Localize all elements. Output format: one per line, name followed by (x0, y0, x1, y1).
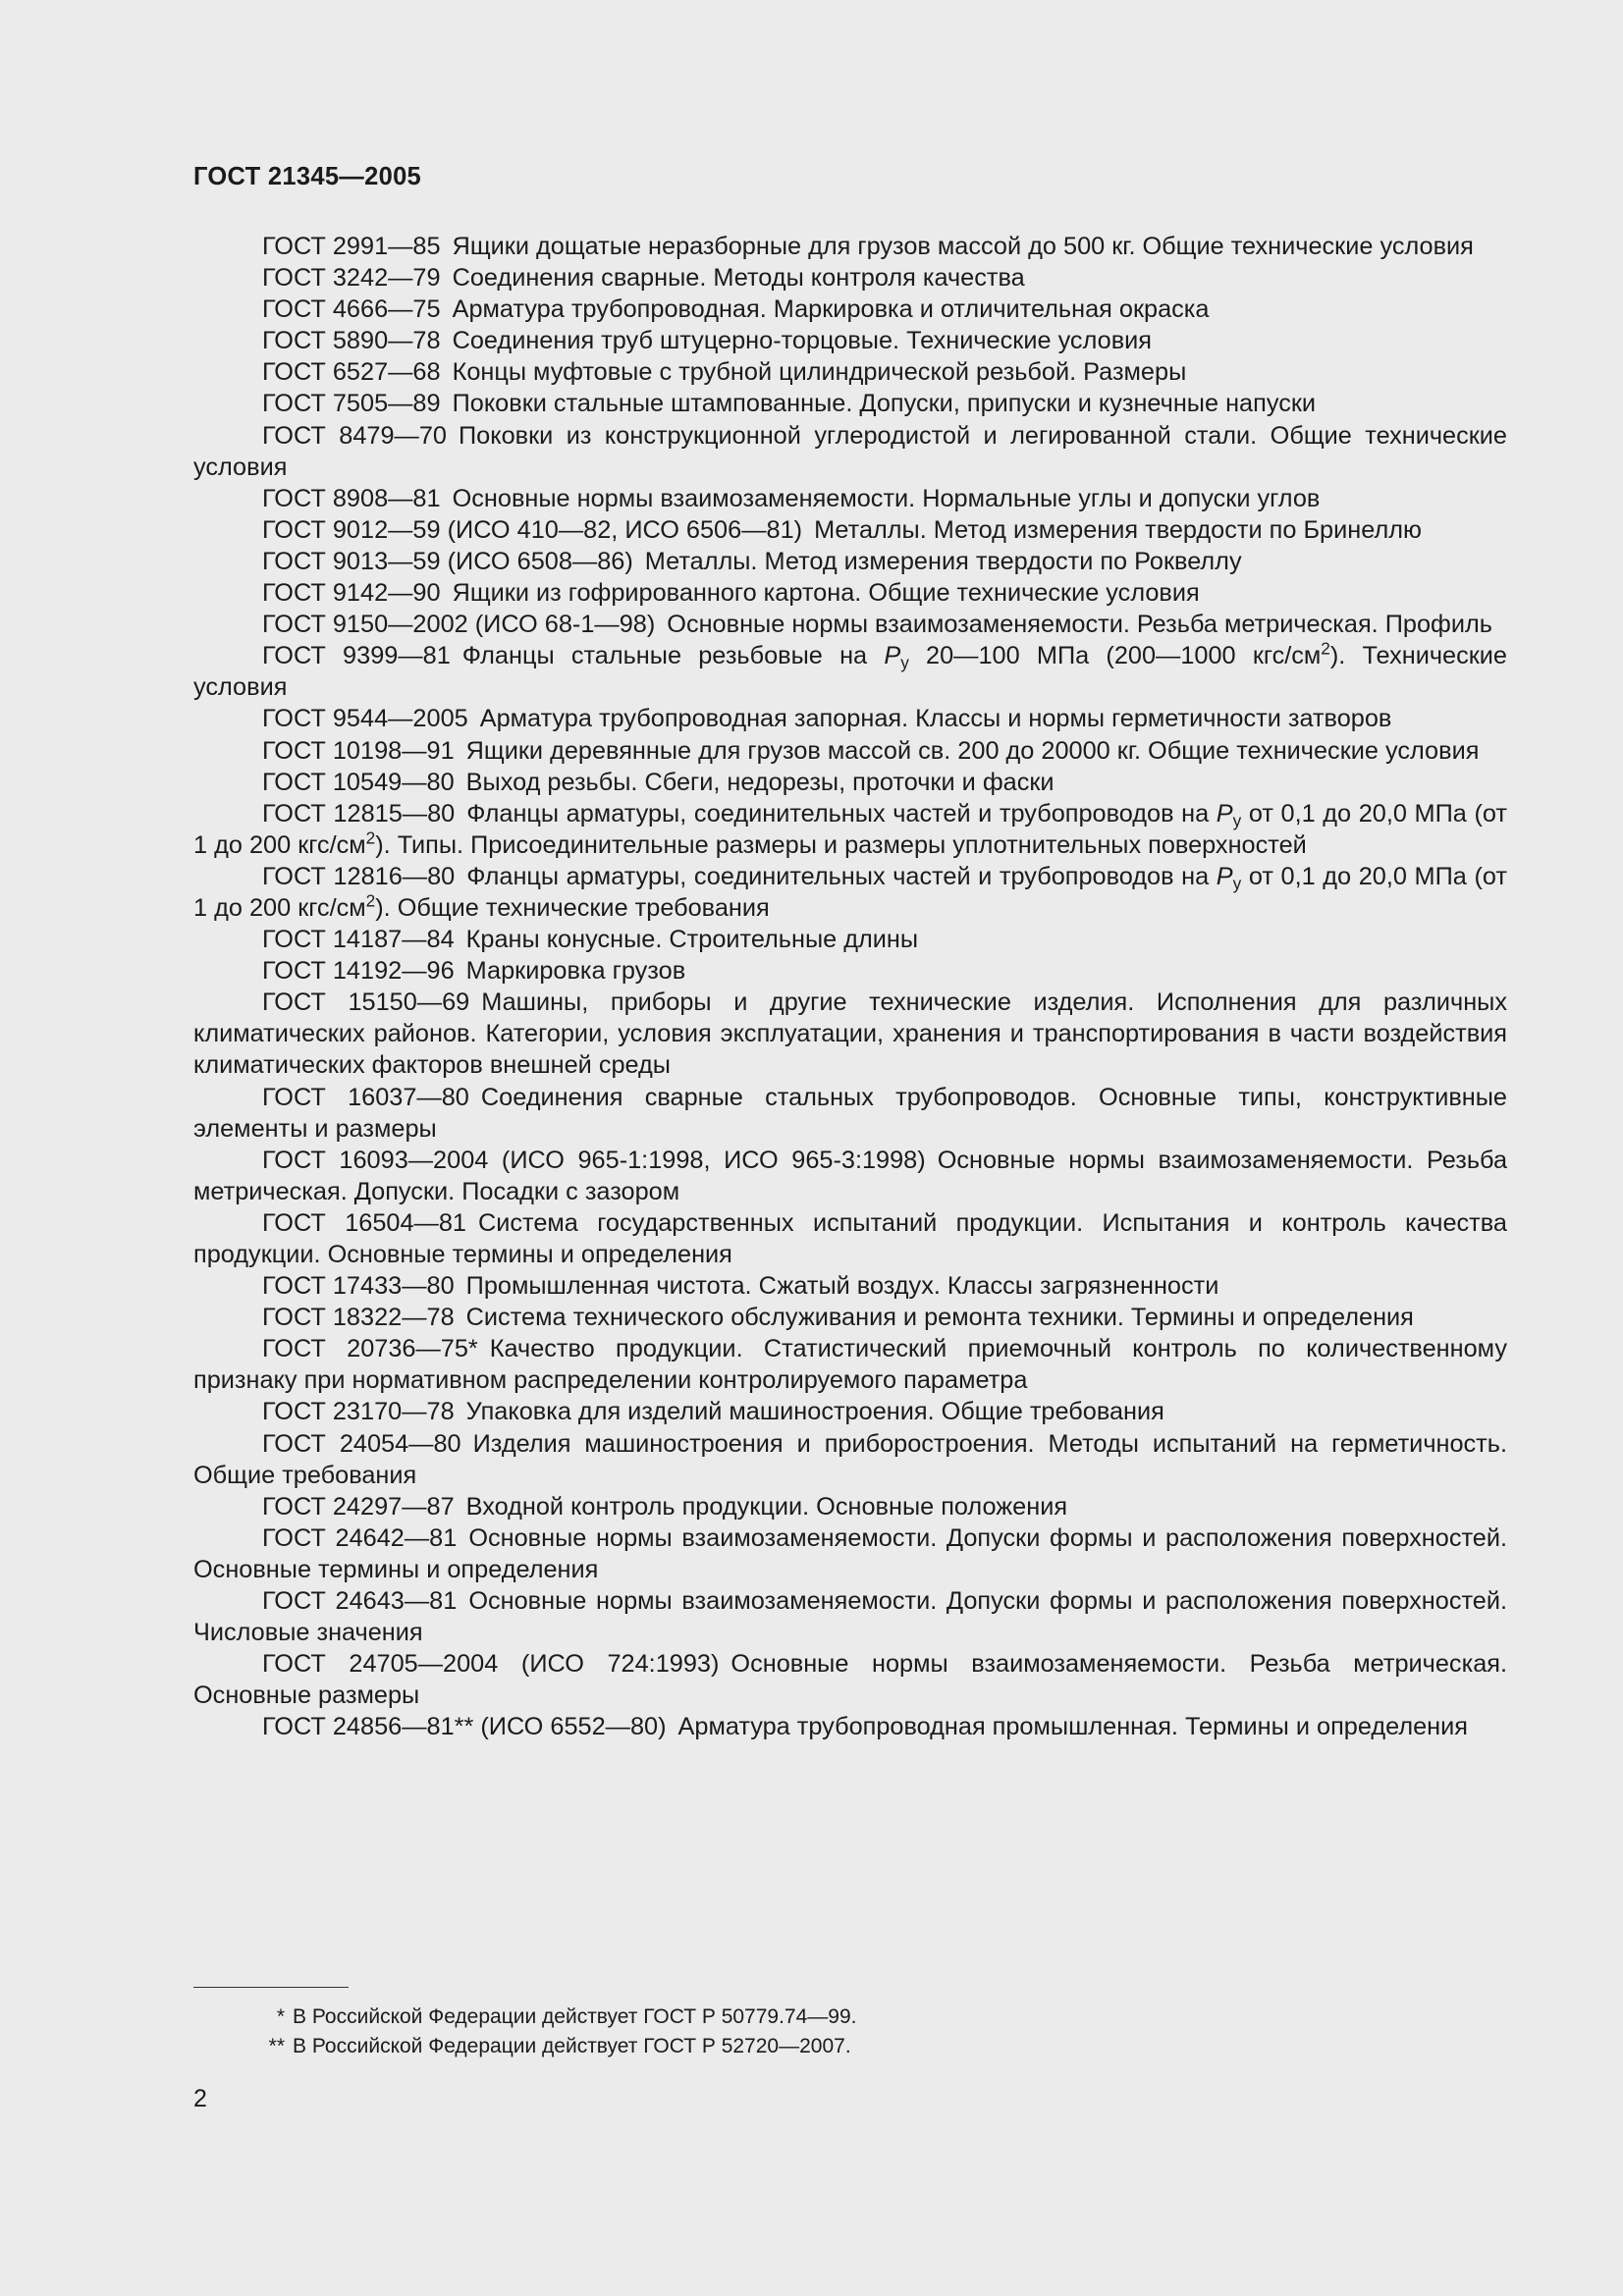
superscript: 2 (1321, 638, 1330, 659)
reference-list (193, 231, 1507, 1743)
reference-title: Качество продукции. Статистический приемочный контроль по количественному признаку при нормативном распределении контролируемого параметра (193, 1335, 1507, 1395)
reference-code: ГОСТ 12815—80 (262, 799, 456, 828)
page-number: 2 (193, 2085, 207, 2112)
footnotes (193, 2002, 1507, 2061)
reference-title: Машины, приборы и другие технические изделия. Исполнения для различных климатических районов. Категории, условия эксплуатации, хранения и транспортирования в части воздействия климатических факторов внешней среды (193, 988, 1507, 1080)
reference-item (193, 325, 1507, 356)
reference-code: ГОСТ 16504—81 (262, 1208, 466, 1237)
reference-title: Выход резьбы. Сбеги, недорезы, проточки и фаски (465, 768, 1055, 796)
reference-code: ГОСТ 8908—81 (262, 484, 441, 512)
reference-title-part: 20—100 МПа (200—1000 кгс/см (908, 642, 1322, 670)
reference-item (193, 798, 1507, 861)
reference-code: ГОСТ 10198—91 (262, 736, 455, 765)
reference-title: Ящики дощатые неразборные для грузов массой до 500 кг. Общие технические условия (452, 233, 1474, 260)
footnote (193, 2002, 1507, 2032)
reference-item (193, 1270, 1507, 1302)
reference-code: ГОСТ 15150—69 (262, 988, 470, 1017)
reference-code: ГОСТ 12816—80 (262, 862, 456, 890)
footnote-text: В Российской Федерации действует ГОСТ Р 52720—2007. (293, 2035, 851, 2057)
footnote (193, 2032, 1507, 2061)
reference-title: Поковки из конструкционной углеродистой и легированной стали. Общие технические условия (193, 421, 1508, 481)
reference-title: Соединения сварные стальных трубопроводов. Основные типы, конструктивные элементы и размеры (193, 1083, 1507, 1143)
reference-title: Основные нормы взаимозаменяемости. Допуски формы и расположения поверхностей. Числовые значения (193, 1587, 1507, 1647)
reference-title: Система технического обслуживания и ремонта техники. Термины и определения (465, 1304, 1414, 1332)
reference-code: ГОСТ 17433—80 (262, 1272, 455, 1301)
reference-code: ГОСТ 9544—2005 (262, 705, 468, 733)
reference-item (193, 1082, 1507, 1145)
reference-item (193, 735, 1507, 767)
reference-title: Соединения сварные. Методы контроля качества (452, 264, 1025, 293)
superscript: 2 (365, 828, 376, 848)
reference-title: Промышленная чистота. Сжатый воздух. Классы загрязненности (465, 1272, 1219, 1301)
reference-item (193, 514, 1507, 546)
reference-title: Концы муфтовые с трубной цилиндрической резьбой. Размеры (452, 358, 1187, 387)
reference-code: ГОСТ 23170—78 (262, 1398, 455, 1426)
reference-item (193, 1302, 1507, 1333)
reference-code: ГОСТ 8479—70 (262, 421, 447, 450)
reference-title: Основные нормы взаимозаменяемости. Нормальные углы и допуски углов (452, 484, 1321, 512)
reference-item (193, 703, 1507, 734)
reference-title: Арматура трубопроводная промышленная. Термины и определения (677, 1713, 1468, 1741)
reference-code: ГОСТ 16093—2004 (ИСО 965-1:1998, ИСО 965-3:1998) (262, 1146, 926, 1174)
reference-code: ГОСТ 14187—84 (262, 926, 455, 954)
reference-code: ГОСТ 10549—80 (262, 768, 455, 796)
reference-item (193, 231, 1507, 262)
reference-title: Арматура трубопроводная запорная. Классы и нормы герметичности затворов (479, 705, 1392, 733)
reference-title: Система государственных испытаний продукции. Испытания и контроль качества продукции. Основные термины и определения (193, 1208, 1507, 1268)
reference-title: Ящики из гофрированного картона. Общие технические условия (452, 579, 1200, 608)
footnote-mark: ** (268, 2035, 285, 2057)
reference-title: Металлы. Метод измерения твердости по Роквеллу (644, 547, 1242, 575)
reference-item (193, 1145, 1507, 1207)
reference-title-part: от 0,1 до 20,0 МПа (от 1 до 200 кгс/см (193, 862, 1507, 922)
reference-title: Соединения труб штуцерно-торцовые. Технические условия (452, 327, 1152, 355)
reference-title-part: Фланцы стальные резьбовые на (461, 642, 885, 670)
reference-title: Изделия машиностроения и приборостроения. Методы испытаний на герметичность. Общие требования (193, 1429, 1507, 1489)
reference-item (193, 609, 1507, 640)
pressure-symbol: P (1216, 862, 1233, 890)
reference-title-part: Фланцы арматуры, соединительных частей и трубопроводов на (466, 799, 1217, 828)
reference-title: Поковки стальные штампованные. Допуски, припуски и кузнечные напуски (452, 390, 1317, 418)
reference-title-part: ). Технические условия (193, 642, 1507, 702)
reference-item (193, 420, 1507, 483)
reference-item (193, 1711, 1507, 1742)
reference-item (193, 1585, 1507, 1648)
pressure-subscript: у (900, 653, 909, 673)
reference-item (193, 1396, 1507, 1427)
reference-code: ГОСТ 9142—90 (262, 579, 441, 608)
reference-title: Краны конусные. Строительные длины (465, 926, 919, 954)
reference-code: ГОСТ 18322—78 (262, 1304, 455, 1332)
reference-code: ГОСТ 5890—78 (262, 327, 441, 355)
reference-item (193, 1491, 1507, 1522)
reference-code: ГОСТ 3242—79 (262, 264, 441, 293)
reference-code: ГОСТ 4666—75 (262, 295, 441, 324)
reference-title: Маркировка грузов (465, 957, 686, 986)
reference-code: ГОСТ 9399—81 (262, 642, 451, 670)
reference-code: ГОСТ 24643—81 (262, 1587, 458, 1616)
reference-item (193, 640, 1507, 703)
reference-item (193, 987, 1507, 1081)
reference-item (193, 388, 1507, 419)
reference-title-part: ). Общие технические требования (375, 893, 770, 922)
reference-code: ГОСТ 2991—85 (262, 233, 441, 260)
reference-title: Арматура трубопроводная. Маркировка и отличительная окраска (452, 295, 1210, 324)
reference-code: ГОСТ 24856—81** (ИСО 6552—80) (262, 1713, 667, 1741)
reference-item (193, 262, 1507, 294)
reference-title: Основные нормы взаимозаменяемости. Резьба метрическая. Допуски. Посадки с зазором (193, 1146, 1508, 1205)
reference-code: ГОСТ 16037—80 (262, 1083, 469, 1111)
reference-code: ГОСТ 6527—68 (262, 358, 441, 387)
reference-title-part: Фланцы арматуры, соединительных частей и трубопроводов на (466, 862, 1217, 890)
reference-title: Металлы. Метод измерения твердости по Бринеллю (814, 515, 1422, 544)
pressure-symbol: P (884, 642, 901, 670)
reference-code: ГОСТ 9150—2002 (ИСО 68-1—98) (262, 611, 656, 639)
reference-code: ГОСТ 9013—59 (ИСО 6508—86) (262, 547, 633, 575)
pressure-subscript: у (1232, 873, 1242, 893)
reference-code: ГОСТ 24297—87 (262, 1492, 455, 1521)
reference-title-part: от 0,1 до 20,0 МПа (от 1 до 200 кгс/см (193, 799, 1507, 859)
reference-item (193, 1648, 1507, 1711)
reference-title: Основные нормы взаимозаменяемости. Резьба метрическая. Основные размеры (193, 1650, 1507, 1710)
reference-item (193, 546, 1507, 577)
reference-code: ГОСТ 24642—81 (262, 1523, 458, 1552)
page-header: ГОСТ 21345—2005 (193, 163, 422, 190)
reference-item (193, 1522, 1507, 1585)
reference-code: ГОСТ 20736—75* (262, 1335, 478, 1363)
reference-item (193, 955, 1507, 987)
reference-title: Ящики деревянные для грузов массой св. 200 до 20000 кг. Общие технические условия (465, 736, 1480, 765)
reference-item (193, 483, 1507, 514)
superscript: 2 (365, 890, 376, 911)
reference-code: ГОСТ 24705—2004 (ИСО 724:1993) (262, 1650, 720, 1679)
reference-item (193, 924, 1507, 955)
reference-item (193, 1333, 1507, 1396)
reference-title: Упаковка для изделий машиностроения. Общие требования (465, 1398, 1164, 1426)
reference-code: ГОСТ 7505—89 (262, 390, 441, 418)
pressure-symbol: P (1216, 799, 1233, 828)
footnote-mark: * (276, 2005, 285, 2028)
reference-title: Основные нормы взаимозаменяемости. Резьба метрическая. Профиль (667, 611, 1492, 639)
reference-title-part: ). Типы. Присоединительные размеры и размеры уплотнительных поверхностей (375, 830, 1307, 859)
reference-title: Основные нормы взаимозаменяемости. Допуски формы и расположения поверхностей. Основные термины и определения (193, 1523, 1507, 1583)
reference-item (193, 577, 1507, 609)
reference-item (193, 294, 1507, 325)
reference-code: ГОСТ 14192—96 (262, 957, 455, 986)
reference-code: ГОСТ 24054—80 (262, 1429, 461, 1458)
reference-item (193, 767, 1507, 798)
pressure-subscript: у (1232, 810, 1242, 830)
reference-code: ГОСТ 9012—59 (ИСО 410—82, ИСО 6506—81) (262, 515, 803, 544)
reference-item (193, 1428, 1507, 1491)
footnote-divider (193, 1987, 349, 1988)
footnote-text: В Российской Федерации действует ГОСТ Р 50779.74—99. (293, 2005, 857, 2028)
reference-item (193, 861, 1507, 924)
reference-title: Входной контроль продукции. Основные положения (465, 1492, 1068, 1521)
reference-item (193, 1207, 1507, 1270)
reference-item (193, 356, 1507, 388)
